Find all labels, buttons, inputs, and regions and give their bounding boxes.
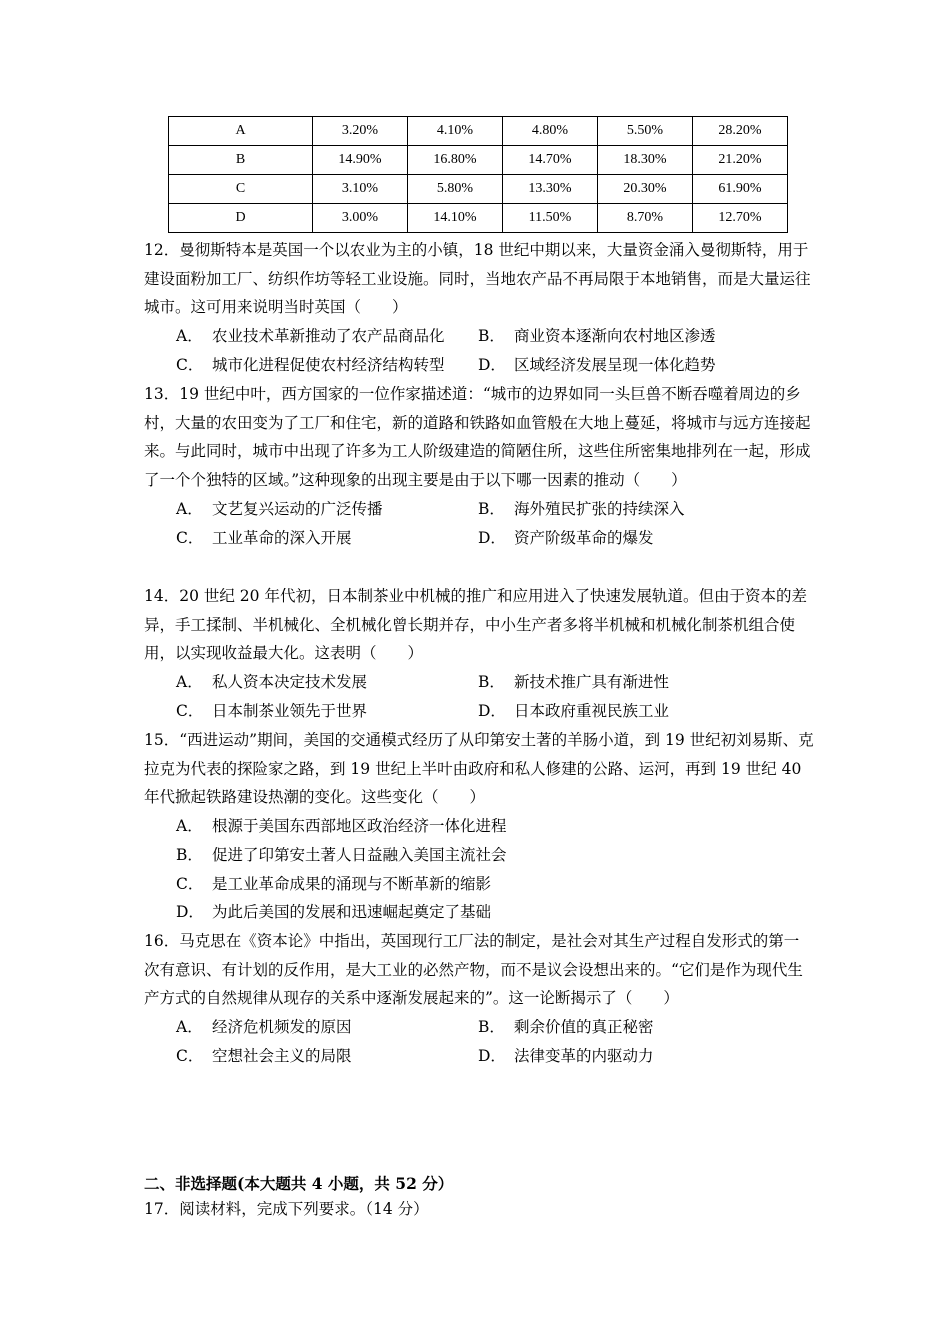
option-b[interactable]: B． 商业资本逐渐向农村地区渗透 [478,327,716,346]
question-text: “西进运动”期间，美国的交通模式经历了从印第安土著的羊肠小道，到 19 世纪初刘易斯、克拉克为代表的探险家之路，到 19 世纪上半叶由政府和私人修建的公路、运河，再到 19 世纪 40 年代掀起铁路建设热潮的变化。这些变化（ ） [144,731,814,807]
question-15 [144,726,814,927]
option-a[interactable]: A． 经济危机频发的原因 [176,1018,352,1037]
option-c[interactable]: C． 日本制茶业领先于世界 [176,701,368,720]
option-d[interactable]: D． 日本政府重视民族工业 [478,701,670,720]
table-row [169,175,788,204]
question-number: 14． [144,587,180,605]
question-stem [144,927,814,1013]
question-text: 20 世纪 20 年代初，日本制茶业中机械的推广和应用进入了快速发展轨道。但由于资本的差异，手工揉制、半机械化、全机械化曾长期并存，中小生产者多将半机械和机械化制茶机组合使用，以实现收益最大化。这表明（ ） [144,587,807,663]
option-c[interactable]: C． 是工业革命成果的涌现与不断革新的缩影 [176,874,492,893]
table-cell-label: B [169,146,313,175]
table-row [169,117,788,146]
question-number: 13． [144,385,180,403]
table-cell: 11.50% [503,204,598,233]
option-a[interactable]: A． 根源于美国东西部地区政治经济一体化进程 [176,817,507,836]
table-cell: 21.20% [693,146,788,175]
question-number: 12． [144,241,180,259]
table-cell: 61.90% [693,175,788,204]
option-a[interactable]: A． 私人资本决定技术发展 [176,673,368,692]
question-number: 16． [144,932,180,950]
question-14 [144,582,814,726]
option-b[interactable]: B． 新技术推广具有渐进性 [478,673,670,692]
table-cell: 13.30% [503,175,598,204]
table-cell: 5.80% [408,175,503,204]
question-17: 17．阅读材料，完成下列要求。（14 分） [144,1200,429,1218]
table-cell: 4.80% [503,117,598,146]
section-heading: 二、非选择题(本大题共 4 小题，共 52 分） [144,1174,454,1193]
option-d[interactable]: D． 为此后美国的发展和迅速崛起奠定了基础 [176,903,492,922]
table-cell: 3.20% [313,117,408,146]
question-stem [144,582,814,668]
option-a[interactable]: A． 文艺复兴运动的广泛传播 [176,499,383,518]
question-text: 19 世纪中叶，西方国家的一位作家描述道：“城市的边界如同一头巨兽不断吞噬着周边的乡村，大量的农田变为了工厂和住宅，新的道路和铁路如血管般在大地上蔓延，将城市与远方连接起来。与此同时，城市中出现了许多为工人阶级建造的简陋住所，这些住所密集地排列在一起，形成了一个个独特的区域。”这种现象的出现主要是由于以下哪一因素的推动（ ） [144,385,811,490]
table-cell: 14.70% [503,146,598,175]
data-table [168,116,788,233]
question-stem [144,236,814,322]
table-cell: 8.70% [598,204,693,233]
option-c[interactable]: C． 空想社会主义的局限 [176,1046,352,1065]
question-text: 马克思在《资本论》中指出，英国现行工厂法的制定，是社会对其生产过程自发形式的第一次有意识、有计划的反作用，是大工业的必然产物，而不是议会设想出来的。“它们是作为现代生产方式的自然规律从现存的关系中逐渐发展起来的”。这一论断揭示了（ ） [144,932,803,1008]
option-d[interactable]: D． 法律变革的内驱动力 [478,1046,654,1065]
table-cell: 20.30% [598,175,693,204]
table-cell: 3.10% [313,175,408,204]
table-cell: 18.30% [598,146,693,175]
table-cell: 12.70% [693,204,788,233]
option-b[interactable]: B． 海外殖民扩张的持续深入 [478,499,685,518]
table-cell: 4.10% [408,117,503,146]
table-cell: 3.00% [313,204,408,233]
table-cell: 16.80% [408,146,503,175]
table-cell: 28.20% [693,117,788,146]
question-text: 曼彻斯特本是英国一个以农业为主的小镇，18 世纪中期以来，大量资金涌入曼彻斯特，用于建设面粉加工厂、纺织作坊等轻工业设施。同时，当地农产品不再局限于本地销售，而是大量运往城市。这可用来说明当时英国（ ） [144,241,811,317]
table-cell-label: A [169,117,313,146]
table-cell: 5.50% [598,117,693,146]
question-stem [144,726,814,812]
table-row [169,146,788,175]
question-stem [144,380,814,495]
option-a[interactable]: A． 农业技术革新推动了农产品商品化 [176,327,445,346]
question-13 [144,380,814,552]
option-d[interactable]: D． 资产阶级革命的爆发 [478,528,654,547]
table-row [169,204,788,233]
option-b[interactable]: B． 促进了印第安土著人日益融入美国主流社会 [176,845,507,864]
table-cell-label: D [169,204,313,233]
table-cell: 14.10% [408,204,503,233]
option-c[interactable]: C． 城市化进程促使农村经济结构转型 [176,355,445,374]
table-cell-label: C [169,175,313,204]
option-c[interactable]: C． 工业革命的深入开展 [176,528,352,547]
question-16 [144,927,814,1071]
table-cell: 14.90% [313,146,408,175]
option-b[interactable]: B． 剩余价值的真正秘密 [478,1018,654,1037]
question-12 [144,236,814,380]
question-number: 15． [144,731,180,749]
option-d[interactable]: D． 区域经济发展呈现一体化趋势 [478,355,716,374]
